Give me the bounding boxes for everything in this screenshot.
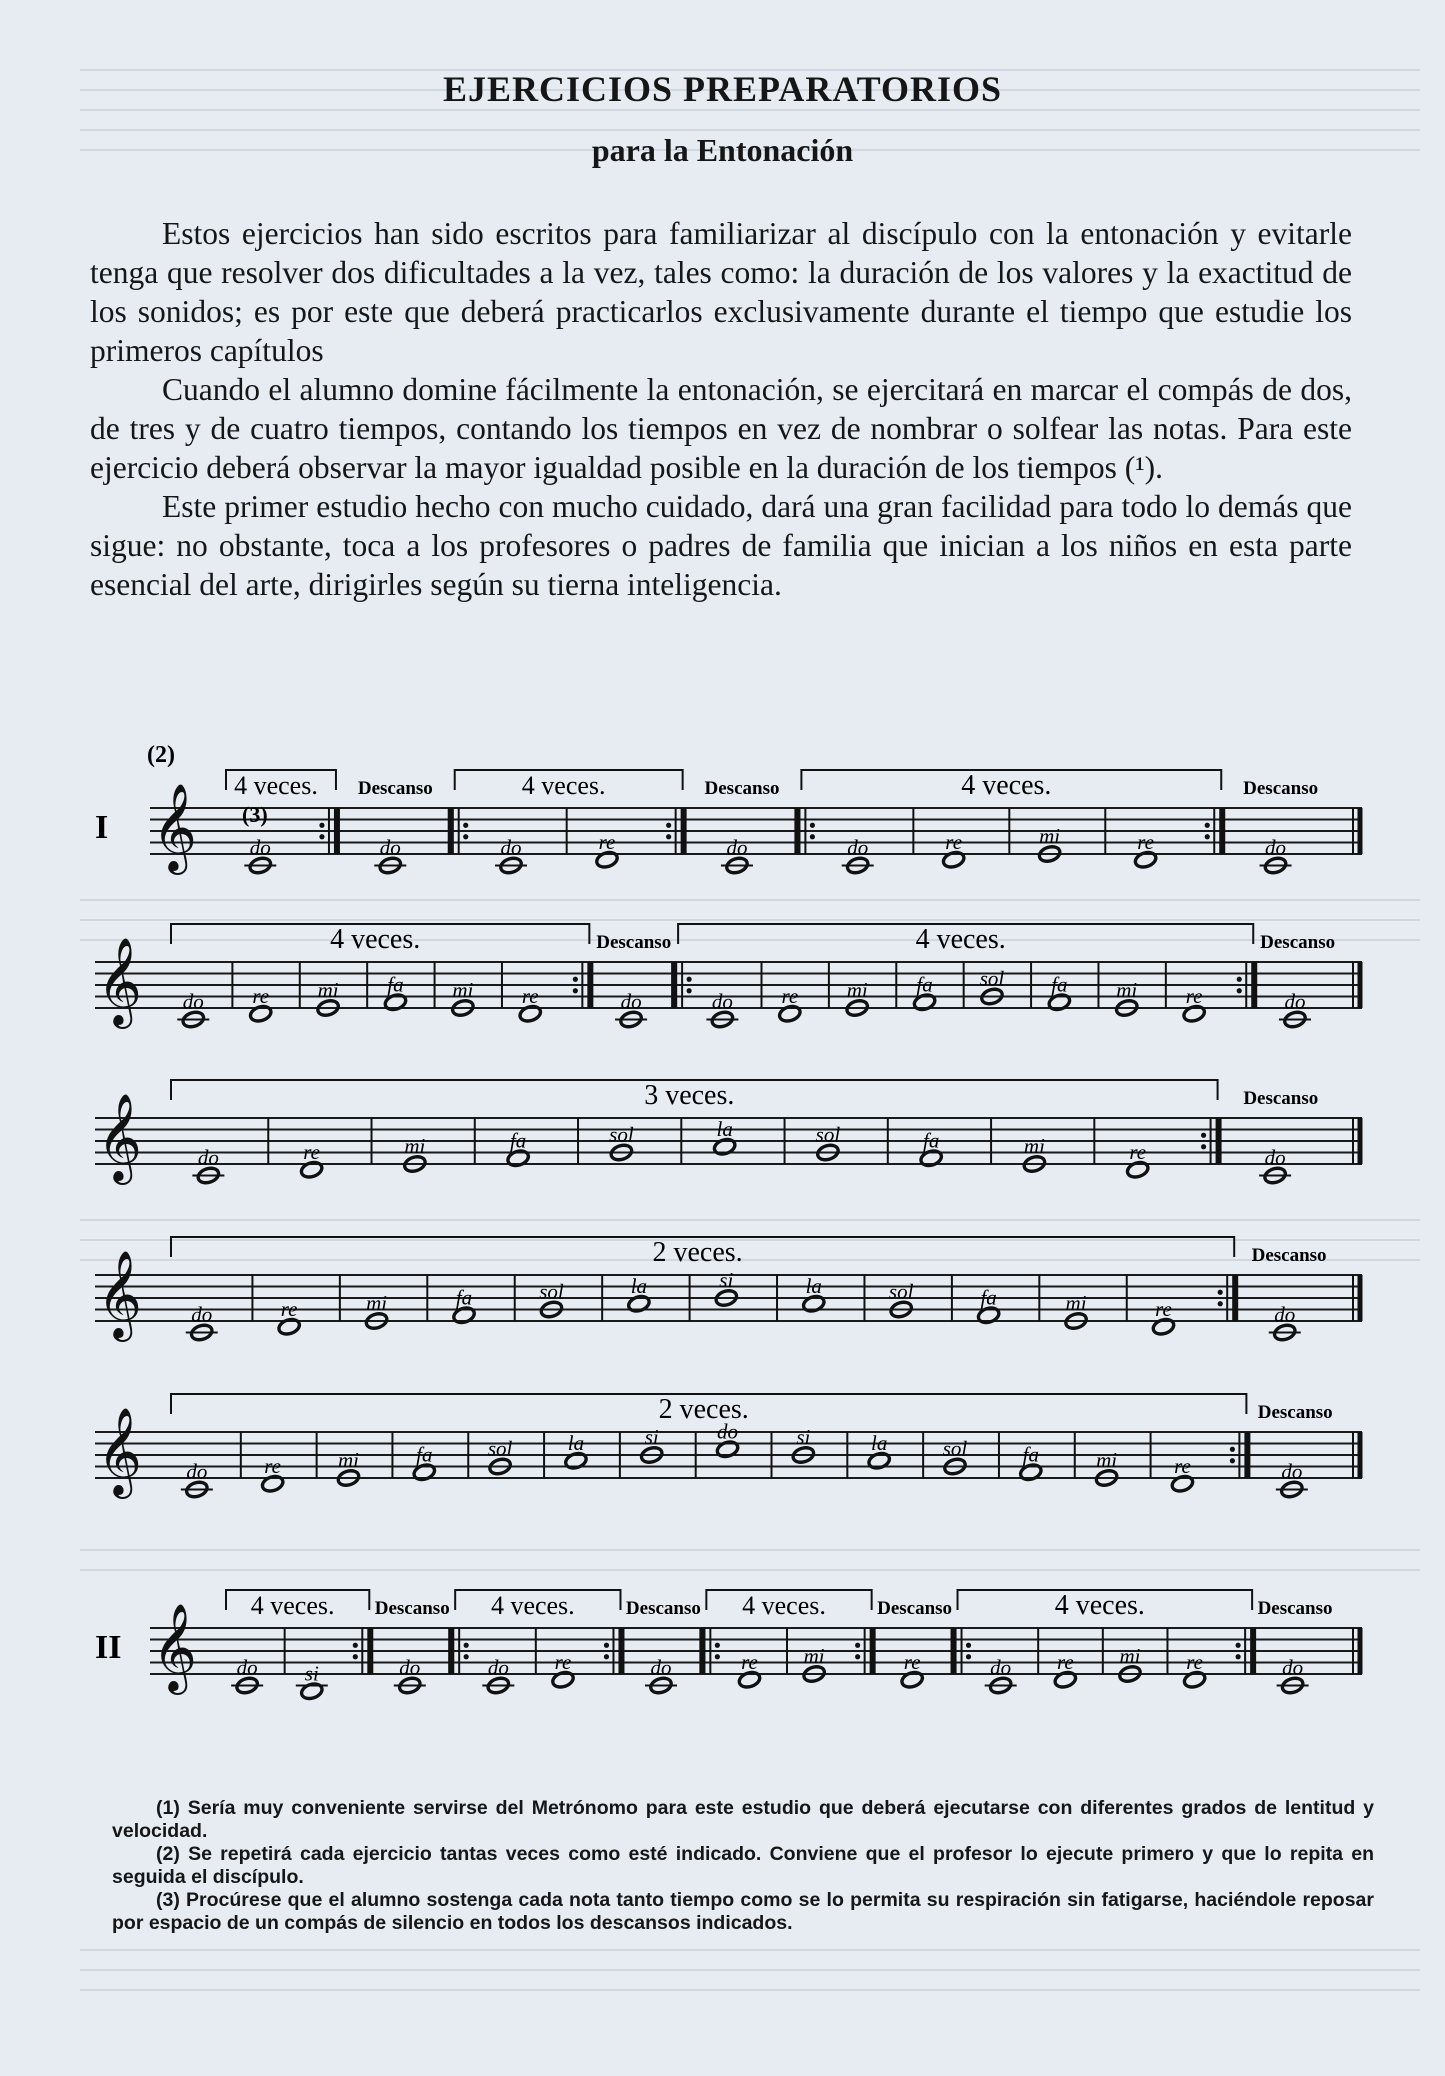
repeat-dot: [573, 977, 578, 982]
note-syllable: fa: [455, 1285, 473, 1310]
repeat-dot: [1201, 1133, 1206, 1138]
repeat-dot: [1205, 823, 1210, 828]
repeat-dot: [666, 834, 671, 839]
note-syllable: mi: [1119, 1644, 1141, 1668]
note-syllable: do: [500, 835, 522, 860]
note-syllable: re: [1129, 1139, 1147, 1164]
page-title: EJERCICIOS PREPARATORIOS: [442, 69, 1003, 109]
repeat-dot: [464, 1654, 469, 1659]
footnotes: [112, 1797, 1374, 1935]
system-number: I: [95, 808, 109, 846]
note-syllable: do: [1284, 989, 1306, 1014]
rest-label: Descanso: [704, 778, 780, 799]
repeat-dot: [715, 1643, 720, 1648]
repeat-dot: [1205, 834, 1210, 839]
repeat-dot: [810, 834, 815, 839]
repeat-dot: [1218, 1290, 1223, 1295]
treble-clef: 𝄞: [152, 785, 197, 870]
note-syllable: do: [620, 989, 642, 1014]
note-syllable: re: [521, 983, 539, 1008]
repeat-count: 4 veces.: [521, 771, 606, 800]
note-syllable: sol: [609, 1122, 634, 1147]
note-syllable: do: [487, 1655, 509, 1680]
repeat-dot: [966, 1643, 971, 1648]
note-syllable: re: [264, 1453, 282, 1478]
note-syllable: la: [630, 1273, 648, 1298]
rest-label: Descanso: [1260, 932, 1336, 953]
note-syllable: sol: [942, 1436, 968, 1461]
repeat-dot: [463, 823, 468, 828]
note-syllable: mi: [317, 978, 339, 1002]
treble-clef: 𝄞: [97, 1095, 142, 1180]
note-syllable: do: [1282, 1655, 1304, 1680]
rest-label: Descanso: [877, 1598, 953, 1619]
repeat-dot: [604, 1643, 609, 1648]
note-syllable: fa: [1022, 1442, 1039, 1467]
note-syllable: fa: [509, 1128, 527, 1153]
footnote: (1) Sería muy conveniente servirse del Metrónomo para este estudio que deberá ejecutarse con diferentes grados de lentitud y velocidad.: [112, 1797, 1374, 1842]
note-syllable: do: [399, 1655, 421, 1680]
note-syllable: mi: [1023, 1134, 1045, 1158]
treble-clef: 𝄞: [97, 1409, 142, 1494]
note-syllable: sol: [815, 1122, 841, 1147]
repeat-dot: [573, 988, 578, 993]
paragraph: Cuando el alumno domine fácilmente la entonación, se ejercitará en marcar el compás de dos, de tres y de cuatro tiempos, contando los tiempos en vez de nombrar o solfear las notas. Para este ejercicio deberá observar la mayor igualdad posible en la duración de los tiempos (¹).: [90, 372, 1352, 485]
repeat-count: 2 veces.: [658, 1394, 749, 1425]
note-syllable: sol: [539, 1279, 564, 1304]
note-syllable: re: [903, 1649, 921, 1674]
repeat-count: 4 veces.: [961, 770, 1052, 801]
repeat-dot: [966, 1654, 971, 1659]
repeat-count: 4 veces.: [742, 1591, 826, 1620]
repeat-count: 4 veces.: [234, 771, 318, 800]
note-syllable: sol: [979, 966, 1005, 991]
note-syllable: do: [379, 835, 401, 860]
note-syllable: do: [847, 835, 869, 860]
footnote-marker: (3): [242, 802, 268, 827]
note-syllable: si: [304, 1661, 319, 1686]
repeat-dot: [687, 988, 692, 993]
repeat-dot: [353, 1654, 358, 1659]
note-syllable: re: [280, 1296, 298, 1321]
repeat-dot: [715, 1654, 720, 1659]
note-syllable: do: [249, 835, 271, 860]
note-syllable: si: [644, 1425, 659, 1449]
note-syllable: re: [1137, 829, 1154, 854]
note-syllable: do: [197, 1145, 219, 1170]
repeat-dot: [1236, 1643, 1241, 1648]
note-syllable: do: [1265, 835, 1287, 860]
note-syllable: la: [567, 1430, 585, 1455]
note-syllable: mi: [1039, 824, 1061, 848]
system-number: II: [95, 1628, 122, 1666]
rest-label: Descanso: [1257, 1402, 1333, 1423]
note-syllable: re: [741, 1649, 758, 1674]
note-syllable: do: [1264, 1145, 1286, 1170]
rest-label: Descanso: [1243, 1088, 1319, 1109]
repeat-count: 4 veces.: [1054, 1590, 1145, 1621]
note-syllable: fa: [980, 1285, 997, 1310]
note-syllable: re: [1155, 1296, 1172, 1321]
note-syllable: si: [796, 1425, 811, 1449]
repeat-count: 4 veces.: [915, 924, 1006, 955]
rest-label: Descanso: [374, 1598, 450, 1619]
rest-label: Descanso: [1251, 1245, 1327, 1266]
repeat-dot: [1218, 1301, 1223, 1306]
paragraph: Este primer estudio hecho con mucho cuidado, dará una gran facilidad para todo lo demás que sigue: no obstante, toca a los profesores o padres de familia que inician a los niños en esta parte esencial del arte, dirigirles según su tierna inteligencia.: [90, 489, 1352, 602]
note-syllable: mi: [803, 1644, 825, 1668]
note-syllable: do: [1281, 1459, 1303, 1484]
note-syllable: re: [1185, 983, 1203, 1008]
repeat-count: 4 veces.: [330, 924, 421, 955]
note-syllable: sol: [888, 1279, 914, 1304]
repeat-count: 4 veces.: [250, 1591, 335, 1620]
repeat-dot: [604, 1654, 609, 1659]
note-syllable: la: [805, 1273, 822, 1298]
repeat-dot: [1237, 988, 1242, 993]
footnote: (2) Se repetirá cada ejercicio tantas veces como esté indicado. Conviene que el profesor lo ejecute primero y que lo repita en seguida el discípulo.: [112, 1843, 1374, 1888]
treble-clef: 𝄞: [97, 939, 142, 1024]
note-syllable: mi: [846, 978, 868, 1002]
treble-clef: 𝄞: [152, 1605, 197, 1690]
repeat-dot: [855, 1654, 860, 1659]
repeat-dot: [319, 834, 324, 839]
page-subtitle: para la Entonación: [591, 132, 854, 168]
note-syllable: mi: [452, 978, 474, 1002]
note-syllable: si: [719, 1268, 734, 1292]
note-syllable: do: [711, 989, 733, 1014]
note-syllable: sol: [487, 1436, 513, 1461]
note-syllable: do: [186, 1459, 208, 1484]
note-syllable: re: [1174, 1453, 1191, 1478]
note-syllable: re: [781, 983, 799, 1008]
rest-label: Descanso: [1257, 1598, 1333, 1619]
note-syllable: do: [717, 1419, 739, 1444]
note-syllable: do: [726, 835, 748, 860]
repeat-count: 2 veces.: [652, 1237, 743, 1268]
note-syllable: do: [191, 1302, 213, 1327]
note-syllable: mi: [337, 1448, 359, 1472]
repeat-dot: [1236, 1654, 1241, 1659]
repeat-dot: [464, 1643, 469, 1648]
repeat-count: 3 veces.: [644, 1080, 735, 1111]
note-syllable: re: [1186, 1649, 1203, 1674]
repeat-dot: [1201, 1144, 1206, 1149]
repeat-dot: [810, 823, 815, 828]
treble-clef: 𝄞: [97, 1252, 142, 1337]
rest-label: Descanso: [1243, 778, 1319, 799]
note-syllable: fa: [923, 1128, 940, 1153]
repeat-dot: [687, 977, 692, 982]
repeat-dot: [463, 834, 468, 839]
note-syllable: re: [303, 1139, 320, 1164]
note-syllable: do: [182, 989, 204, 1014]
repeat-dot: [353, 1643, 358, 1648]
paragraph: Estos ejercicios han sido escritos para familiarizar al discípulo con la entonación y evitarle tenga que resolver dos dificultades a la vez, tales como: la duración de los valores y la exactitud de los sonidos; es por este que deberá practicarlos exclusivamente durante el tiempo que estudie los primeros capítulos: [90, 216, 1352, 368]
note-syllable: re: [554, 1649, 572, 1674]
note-syllable: do: [1274, 1302, 1296, 1327]
repeat-dot: [1237, 977, 1242, 982]
repeat-count: 4 veces.: [490, 1591, 575, 1620]
note-syllable: re: [1056, 1649, 1074, 1674]
rest-label: Descanso: [625, 1598, 701, 1619]
note-syllable: fa: [416, 1442, 433, 1467]
note-syllable: fa: [1051, 972, 1068, 997]
note-syllable: do: [650, 1655, 672, 1680]
footnote: (3) Procúrese que el alumno sostenga cada nota tanto tiempo como se lo permita su respiración sin fatigarse, haciéndole reposar por espacio de un compás de silencio en todos los descansos indicados.: [112, 1889, 1374, 1934]
note-syllable: mi: [366, 1291, 388, 1315]
note-syllable: la: [870, 1430, 888, 1455]
note-syllable: re: [598, 829, 616, 854]
note-syllable: fa: [387, 972, 404, 997]
note-syllable: mi: [1065, 1291, 1087, 1315]
note-syllable: mi: [1096, 1448, 1118, 1472]
footnote-marker: (2): [147, 742, 175, 768]
note-syllable: re: [252, 983, 270, 1008]
repeat-dot: [855, 1643, 860, 1648]
repeat-dot: [1230, 1447, 1235, 1452]
note-syllable: do: [990, 1655, 1012, 1680]
note-syllable: do: [236, 1655, 258, 1680]
note-syllable: mi: [1116, 978, 1138, 1002]
rest-label: Descanso: [357, 778, 433, 799]
repeat-dot: [1230, 1458, 1235, 1463]
note-syllable: la: [716, 1116, 733, 1141]
repeat-dot: [666, 823, 671, 828]
note-syllable: re: [945, 829, 963, 854]
note-syllable: fa: [916, 972, 933, 997]
rest-label: Descanso: [596, 932, 672, 953]
note-syllable: mi: [404, 1134, 426, 1158]
repeat-dot: [319, 823, 324, 828]
